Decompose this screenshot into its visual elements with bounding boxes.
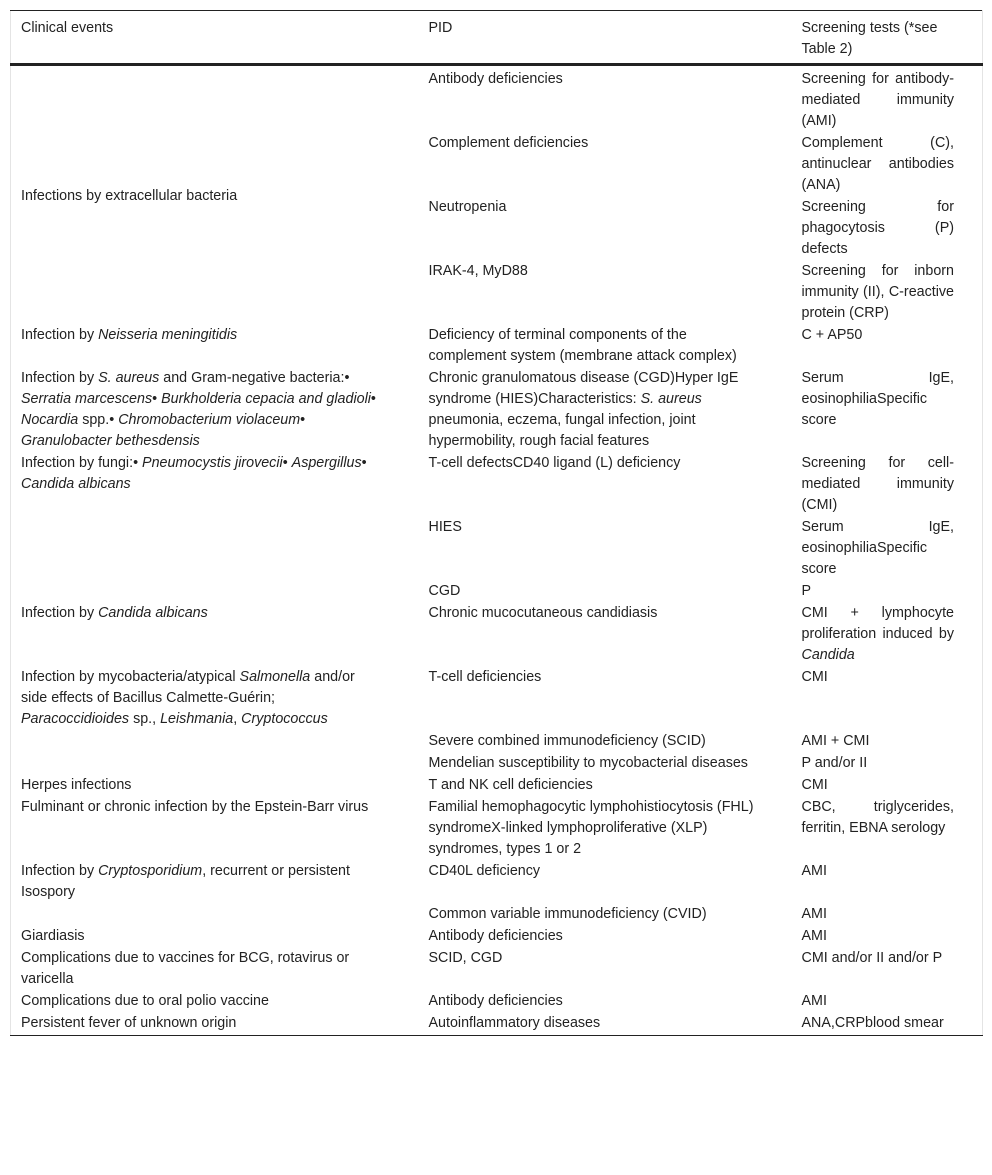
table-row <box>11 926 983 948</box>
clinical-event-cell <box>11 797 419 861</box>
table-row <box>11 667 983 731</box>
table-row <box>11 581 983 603</box>
text-segment: Infections by extracellular bacteria <box>21 188 238 204</box>
text-segment: Infection by <box>21 863 99 879</box>
text-segment: AMI <box>801 928 827 944</box>
italic-term: Neisseria meningitidis <box>98 327 238 343</box>
table-row <box>11 453 983 517</box>
text-segment: Giardiasis <box>21 928 85 944</box>
text-segment: • <box>370 391 376 407</box>
clinical-event-cell <box>11 926 419 948</box>
italic-term: Candida albicans <box>98 605 208 621</box>
text-segment: Screening for phagocytosis (P) defects <box>801 199 954 257</box>
clinical-event-cell <box>11 603 419 667</box>
text-segment: sp., <box>129 711 161 727</box>
text-segment: Complement deficiencies <box>428 135 589 151</box>
pid-cell <box>419 197 792 261</box>
text-segment: Antibody deficiencies <box>428 993 563 1009</box>
text-segment: Chronic granulomatous disease (CGD)Hyper IgE syndrome (HIES)Characteristics: <box>428 370 739 407</box>
screening-tests-cell <box>792 948 983 991</box>
screening-tests-cell <box>792 926 983 948</box>
empty-cell <box>11 581 419 603</box>
text-segment: Mendelian susceptibility to mycobacterial diseases <box>428 755 748 771</box>
text-segment: Autoinflammatory diseases <box>428 1015 601 1031</box>
text-segment: P and/or II <box>801 755 868 771</box>
text-segment: Infection by <box>21 605 99 621</box>
pid-cell <box>419 667 792 731</box>
table-row <box>11 65 983 134</box>
table-row <box>11 368 983 453</box>
text-segment: Fulminant or chronic infection by the Epstein-Barr virus <box>21 799 369 815</box>
table-row <box>11 325 983 368</box>
text-segment: Chronic mucocutaneous candidiasis <box>428 605 658 621</box>
pid-cell <box>419 65 792 134</box>
text-segment: Screening for cell-mediated immunity (CMI) <box>801 455 954 513</box>
screening-tests-cell <box>792 197 983 261</box>
clinical-event-cell <box>11 667 419 731</box>
text-segment: Herpes infections <box>21 777 132 793</box>
pid-screening-table <box>10 10 983 1036</box>
text-segment: Infection by fungi:• <box>21 455 143 471</box>
table-row <box>11 948 983 991</box>
clinical-event-cell <box>11 65 419 326</box>
italic-term: Granulobacter bethesdensis <box>21 433 200 449</box>
screening-tests-cell <box>792 603 983 667</box>
text-segment: Severe combined immunodeficiency (SCID) <box>428 733 706 749</box>
table-header <box>11 11 983 65</box>
italic-term: Candida albicans <box>21 476 131 492</box>
text-segment: AMI <box>801 906 827 922</box>
italic-term: Nocardia <box>21 412 79 428</box>
text-segment: Complications due to oral polio vaccine <box>21 993 269 1009</box>
text-segment: Infection by mycobacteria/atypical <box>21 669 240 685</box>
pid-cell <box>419 581 792 603</box>
screening-tests-cell <box>792 731 983 753</box>
text-segment: HIES <box>428 519 462 535</box>
italic-term: Burkholderia cepacia and gladioli <box>161 391 371 407</box>
pid-cell <box>419 453 792 517</box>
pid-cell <box>419 731 792 753</box>
screening-tests-cell <box>792 667 983 731</box>
text-segment: Screening for antibody-mediated immunity (AMI) <box>801 71 954 129</box>
clinical-event-cell <box>11 948 419 991</box>
text-segment: CGD <box>428 583 461 599</box>
pid-cell <box>419 603 792 667</box>
italic-term: Leishmania <box>160 711 234 727</box>
text-segment: SCID, CGD <box>428 950 503 966</box>
text-segment: Antibody deficiencies <box>428 928 563 944</box>
screening-tests-cell <box>792 368 983 453</box>
pid-cell <box>419 991 792 1013</box>
italic-term: Cryptosporidium <box>98 863 203 879</box>
clinical-event-cell <box>11 453 419 517</box>
text-segment: and/or side effects of Bacillus Calmette-Guérin; <box>21 669 355 706</box>
pid-cell <box>419 797 792 861</box>
pid-cell <box>419 517 792 581</box>
text-segment: and Gram-negative bacteria:• <box>159 370 350 386</box>
screening-tests-cell <box>792 517 983 581</box>
text-segment: , <box>233 711 242 727</box>
text-segment: Antibody deficiencies <box>428 71 563 87</box>
table-row <box>11 797 983 861</box>
table-row <box>11 731 983 753</box>
text-segment: AMI + CMI <box>801 733 870 749</box>
pid-cell <box>419 261 792 325</box>
italic-term: Pneumocystis jirovecii <box>142 455 283 471</box>
table-row <box>11 991 983 1013</box>
text-segment: Infection by <box>21 327 99 343</box>
table-row <box>11 861 983 904</box>
italic-term: Chromobacterium violaceum <box>118 412 301 428</box>
text-segment: Infection by <box>21 370 99 386</box>
text-segment: Complications due to vaccines for BCG, rotavirus or varicella <box>21 950 350 987</box>
header-screening-tests: Screening tests (*see Table 2) <box>792 11 983 65</box>
italic-term: Salmonella <box>239 669 311 685</box>
clinical-event-cell <box>11 325 419 368</box>
text-segment: IRAK-4, MyD88 <box>428 263 528 279</box>
empty-cell <box>11 731 419 753</box>
screening-tests-cell <box>792 753 983 775</box>
screening-tests-cell <box>792 65 983 134</box>
text-segment: T and NK cell deficiencies <box>428 777 593 793</box>
text-segment: Common variable immunodeficiency (CVID) <box>428 906 707 922</box>
text-segment: Serum IgE, eosinophiliaSpecific score <box>801 370 954 428</box>
text-segment: Deficiency of terminal components of the complement system (membrane attack complex) <box>428 327 737 364</box>
empty-cell <box>11 517 419 581</box>
empty-cell <box>11 753 419 775</box>
screening-tests-cell <box>792 991 983 1013</box>
screening-tests-cell <box>792 261 983 325</box>
pid-cell <box>419 904 792 926</box>
clinical-event-cell <box>11 1013 419 1036</box>
text-segment: • <box>282 455 292 471</box>
screening-tests-cell <box>792 453 983 517</box>
text-segment: C + AP50 <box>801 327 863 343</box>
text-segment: CBC, triglycerides, ferritin, EBNA serology <box>801 799 954 836</box>
pid-cell <box>419 133 792 197</box>
empty-cell <box>11 904 419 926</box>
screening-tests-cell <box>792 325 983 368</box>
text-segment: Persistent fever of unknown origin <box>21 1015 237 1031</box>
pid-cell <box>419 325 792 368</box>
pid-cell <box>419 861 792 904</box>
screening-tests-cell <box>792 133 983 197</box>
header-clinical-events: Clinical events <box>11 11 419 65</box>
text-segment: CMI <box>801 777 828 793</box>
text-segment: CMI <box>801 669 828 685</box>
text-segment: AMI <box>801 863 827 879</box>
text-segment: Serum IgE, eosinophiliaSpecific score <box>801 519 954 577</box>
screening-tests-cell <box>792 581 983 603</box>
pid-cell <box>419 775 792 797</box>
pid-cell <box>419 926 792 948</box>
text-segment: • <box>152 391 162 407</box>
clinical-event-cell <box>11 991 419 1013</box>
italic-term: S. aureus <box>640 391 702 407</box>
italic-term: S. aureus <box>98 370 160 386</box>
text-segment: • <box>300 412 306 428</box>
pid-cell <box>419 368 792 453</box>
table-body <box>11 65 983 1036</box>
text-segment: ANA,CRPblood smear <box>801 1015 944 1031</box>
screening-tests-cell <box>792 1013 983 1036</box>
screening-tests-cell <box>792 904 983 926</box>
text-segment: CMI + lymphocyte proliferation induced by <box>801 605 954 642</box>
table-row <box>11 1013 983 1036</box>
pid-cell <box>419 753 792 775</box>
table-row <box>11 517 983 581</box>
text-segment: • <box>361 455 367 471</box>
italic-term: Candida <box>801 647 855 663</box>
table-row <box>11 753 983 775</box>
header-row <box>11 11 983 65</box>
text-segment: T-cell deficiencies <box>428 669 542 685</box>
text-segment: P <box>801 583 812 599</box>
text-segment: Screening for inborn immunity (II), C-reactive protein (CRP) <box>801 263 954 321</box>
clinical-event-cell <box>11 775 419 797</box>
italic-term: Paracoccidioides <box>21 711 130 727</box>
text-segment: Complement (C), antinuclear antibodies (ANA) <box>801 135 954 193</box>
text-segment: , recurrent or persistent Isospory <box>21 863 350 900</box>
table-row <box>11 904 983 926</box>
italic-term: Aspergillus <box>291 455 362 471</box>
screening-tests-cell <box>792 775 983 797</box>
table-row <box>11 775 983 797</box>
clinical-event-cell <box>11 861 419 904</box>
text-segment: CD40L deficiency <box>428 863 541 879</box>
text-segment: Neutropenia <box>428 199 507 215</box>
italic-term: Serratia marcescens <box>21 391 153 407</box>
text-segment: T-cell defectsCD40 ligand (L) deficiency <box>428 455 681 471</box>
pid-cell <box>419 1013 792 1036</box>
screening-tests-cell <box>792 797 983 861</box>
text-segment: pneumonia, eczema, fungal infection, joint hypermobility, rough facial features <box>428 412 696 449</box>
clinical-event-cell <box>11 368 419 453</box>
screening-tests-cell <box>792 861 983 904</box>
text-segment: CMI and/or II and/or P <box>801 950 943 966</box>
text-segment: spp.• <box>78 412 119 428</box>
italic-term: Cryptococcus <box>241 711 328 727</box>
text-segment: Familial hemophagocytic lymphohistiocytosis (FHL) syndromeX-linked lymphoproliferative (XLP) syndromes, types 1 or 2 <box>428 799 754 857</box>
pid-cell <box>419 948 792 991</box>
table-row <box>11 603 983 667</box>
text-segment: AMI <box>801 993 827 1009</box>
header-pid: PID <box>419 11 792 65</box>
